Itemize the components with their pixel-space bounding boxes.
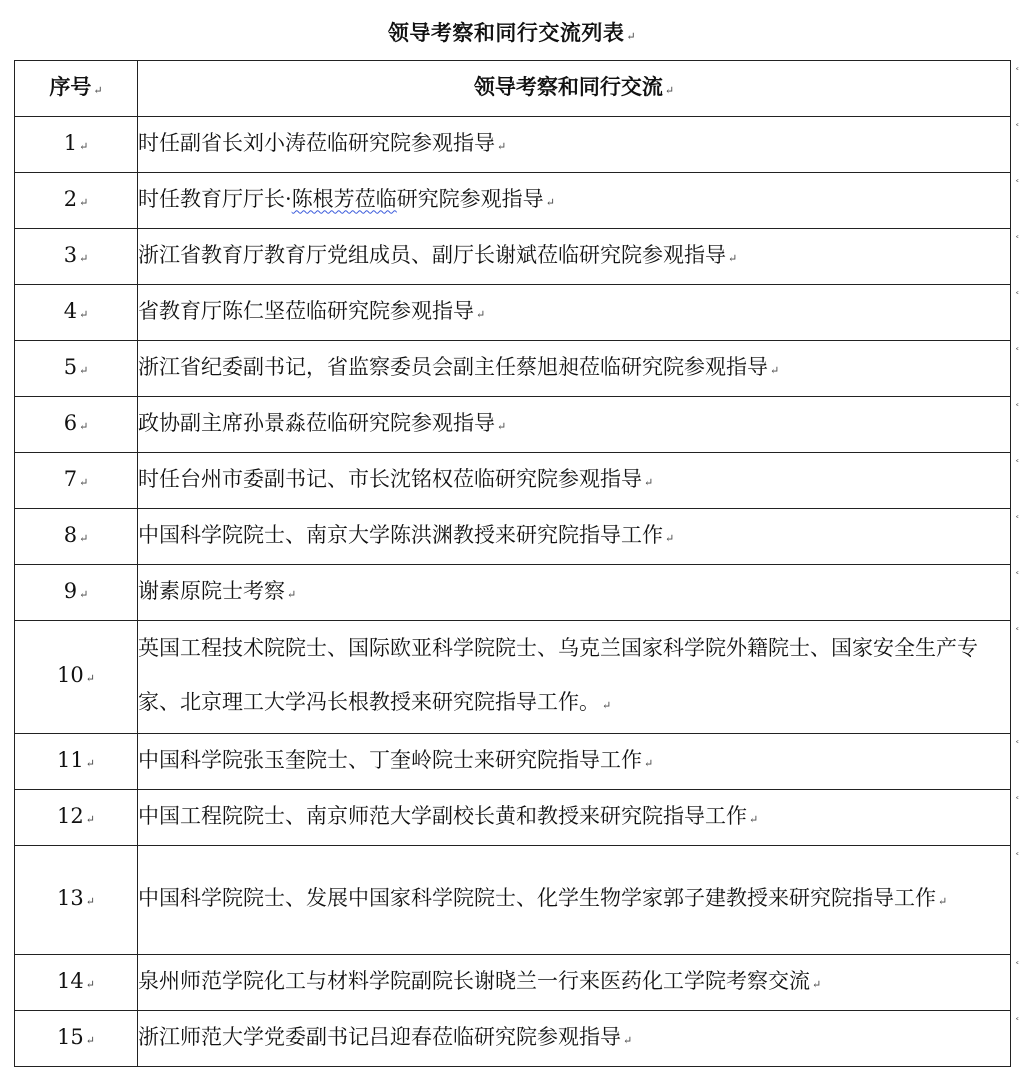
table-row	[15, 117, 1011, 173]
row-end-marker-icon: ˂	[1015, 852, 1020, 863]
row-content: 中国科学院院士、发展中国家科学院院士、化学生物学家郭子建教授来研究院指导工作	[138, 886, 936, 910]
table-row	[15, 1011, 1011, 1067]
row-end-marker-icon: ˂	[1015, 515, 1020, 526]
paragraph-mark-icon: ↵	[79, 419, 89, 433]
row-content: 时任副省长刘小涛莅临研究院参观指导	[138, 130, 495, 155]
paragraph-mark-icon: ↵	[79, 251, 89, 265]
paragraph-mark-icon: ↵	[85, 812, 95, 826]
row-number-cell	[15, 734, 138, 790]
paragraph-mark-icon: ↵	[497, 139, 507, 153]
paragraph-mark-icon: ↵	[79, 139, 89, 153]
row-number: 11	[57, 747, 84, 772]
table-row	[15, 846, 1011, 955]
row-content-cell	[138, 1011, 1011, 1067]
row-content-cell	[138, 453, 1011, 509]
paragraph-mark-icon: ↵	[85, 895, 95, 908]
row-content-cell	[138, 790, 1011, 846]
header-content-cell	[138, 61, 1011, 117]
row-content: 中国工程院院士、南京师范大学副校长黄和教授来研究院指导工作	[138, 803, 747, 828]
paragraph-mark-icon: ↵	[938, 895, 948, 908]
row-content: 浙江省教育厅教育厅党组成员、副厅长谢斌莅临研究院参观指导	[138, 242, 726, 267]
row-content: 谢素原院士考察	[138, 578, 285, 603]
row-number: 5	[63, 354, 78, 379]
row-number: 3	[63, 242, 78, 267]
table-row	[15, 341, 1011, 397]
row-end-marker-icon: ˂	[1015, 123, 1020, 134]
paragraph-mark-icon: ↵	[85, 756, 95, 770]
row-content-cell	[138, 173, 1011, 229]
row-number: 10	[57, 663, 84, 687]
header-content-label: 领导考察和同行交流	[473, 73, 663, 99]
row-number: 1	[63, 130, 78, 155]
paragraph-mark-icon: ↵	[497, 419, 507, 433]
paragraph-mark-icon: ↵	[664, 83, 675, 97]
table-row	[15, 734, 1011, 790]
row-number: 4	[63, 298, 78, 323]
table-row	[15, 229, 1011, 285]
table-header-row	[15, 61, 1011, 117]
row-content-cell	[138, 734, 1011, 790]
row-content: 泉州师范学院化工与材料学院副院长谢晓兰一行来医药化工学院考察交流	[138, 968, 810, 993]
row-end-marker-icon: ˂	[1015, 235, 1020, 246]
row-content: 浙江师范大学党委副书记吕迎春莅临研究院参观指导	[138, 1024, 621, 1049]
row-content: 中国科学院院士、南京大学陈洪渊教授来研究院指导工作	[138, 522, 663, 547]
table-row	[15, 453, 1011, 509]
row-number: 2	[63, 186, 78, 211]
row-number-cell	[15, 117, 138, 173]
row-end-marker-icon: ˂	[1015, 179, 1020, 190]
paragraph-mark-icon: ↵	[623, 1033, 633, 1047]
paragraph-mark-icon: ↵	[665, 531, 675, 545]
paragraph-mark-icon: ↵	[79, 307, 89, 321]
row-content: 浙江省纪委副书记，省监察委员会副主任蔡旭昶莅临研究院参观指导	[138, 354, 768, 379]
row-number: 12	[57, 803, 84, 828]
row-content-cell	[138, 621, 1011, 734]
table-row	[15, 509, 1011, 565]
table-row	[15, 955, 1011, 1011]
paragraph-mark-icon: ↵	[626, 30, 637, 43]
paragraph-mark-icon: ↵	[770, 363, 780, 377]
row-number: 14	[57, 968, 84, 993]
row-content-cell	[138, 117, 1011, 173]
row-number-cell	[15, 397, 138, 453]
table-row	[15, 790, 1011, 846]
row-end-marker-icon: ˂	[1015, 291, 1020, 302]
row-number: 13	[57, 886, 84, 910]
row-number: 9	[63, 578, 78, 603]
row-end-marker-icon: ˂	[1015, 627, 1020, 638]
paragraph-mark-icon: ↵	[79, 587, 89, 601]
row-content-cell	[138, 509, 1011, 565]
row-end-marker-icon: ˂	[1015, 403, 1020, 414]
row-number: 6	[63, 410, 78, 435]
paragraph-mark-icon: ↵	[85, 977, 95, 991]
row-content-cell	[138, 565, 1011, 621]
paragraph-mark-icon: ↵	[287, 587, 297, 601]
spellcheck-underlined-text: 陈根芳莅临	[291, 186, 397, 211]
row-end-marker-icon: ˂	[1015, 961, 1020, 972]
paragraph-mark-icon: ↵	[93, 83, 103, 97]
paragraph-mark-icon: ↵	[728, 251, 738, 265]
table-row	[15, 397, 1011, 453]
row-end-marker-icon: ˂	[1015, 459, 1020, 470]
header-number-label: 序号	[49, 73, 92, 99]
paragraph-mark-icon: ↵	[602, 699, 612, 712]
paragraph-mark-icon: ↵	[79, 195, 89, 209]
paragraph-mark-icon: ↵	[545, 195, 555, 209]
row-number-cell	[15, 621, 138, 734]
table-row	[15, 565, 1011, 621]
row-number-cell	[15, 565, 138, 621]
row-content: 时任台州市委副书记、市长沈铭权莅临研究院参观指导	[138, 466, 642, 491]
row-end-marker-icon: ˂	[1015, 796, 1020, 807]
row-content-cell	[138, 285, 1011, 341]
row-content-cell	[138, 397, 1011, 453]
row-number-cell	[15, 341, 138, 397]
paragraph-mark-icon: ↵	[749, 812, 759, 826]
row-number-cell	[15, 453, 138, 509]
table-row	[15, 285, 1011, 341]
row-content: 省教育厅陈仁坚莅临研究院参观指导	[138, 298, 474, 323]
paragraph-mark-icon: ↵	[644, 756, 654, 770]
row-content-cell	[138, 846, 1011, 955]
row-content-cell	[138, 341, 1011, 397]
paragraph-mark-icon: ↵	[85, 672, 95, 685]
paragraph-mark-icon: ↵	[476, 307, 486, 321]
row-number-cell	[15, 846, 138, 955]
document-title-text: 领导考察和同行交流列表	[387, 20, 625, 45]
row-content: 政协副主席孙景淼莅临研究院参观指导	[138, 410, 495, 435]
row-number-cell	[15, 173, 138, 229]
row-number-cell	[15, 1011, 138, 1067]
row-content-before: 时任教育厅厅长·	[138, 186, 292, 211]
paragraph-mark-icon: ↵	[644, 475, 654, 489]
table-row	[15, 173, 1011, 229]
row-number-cell	[15, 790, 138, 846]
paragraph-mark-icon: ↵	[812, 977, 822, 991]
row-content-cell	[138, 955, 1011, 1011]
row-number: 7	[63, 466, 78, 491]
row-content: 英国工程技术院院士、国际欧亚科学院院士、乌克兰国家科学院外籍院士、国家安全生产专家、北京理工大学冯长根教授来研究院指导工作。	[138, 636, 978, 714]
paragraph-mark-icon: ↵	[79, 363, 89, 377]
row-number-cell	[15, 285, 138, 341]
row-content-after: 研究院参观指导	[396, 186, 544, 211]
paragraph-mark-icon: ↵	[85, 1033, 95, 1047]
document-title	[0, 18, 1024, 52]
row-content-cell	[138, 229, 1011, 285]
row-number-cell	[15, 955, 138, 1011]
paragraph-mark-icon: ↵	[79, 475, 89, 489]
row-number: 8	[63, 522, 78, 547]
row-content: 中国科学院张玉奎院士、丁奎岭院士来研究院指导工作	[138, 747, 642, 772]
row-end-marker-icon: ˂	[1015, 740, 1020, 751]
row-number: 15	[57, 1024, 84, 1049]
row-end-marker-icon: ˂	[1015, 571, 1020, 582]
paragraph-mark-icon: ↵	[79, 531, 89, 545]
visits-table	[14, 60, 1011, 1067]
row-number-cell	[15, 509, 138, 565]
row-number-cell	[15, 229, 138, 285]
row-end-marker-icon: ˂	[1015, 347, 1020, 358]
header-number-cell	[15, 61, 138, 117]
row-end-marker-icon: ˂	[1015, 1017, 1020, 1028]
table-row	[15, 621, 1011, 734]
row-end-marker-icon: ˂	[1015, 67, 1020, 78]
